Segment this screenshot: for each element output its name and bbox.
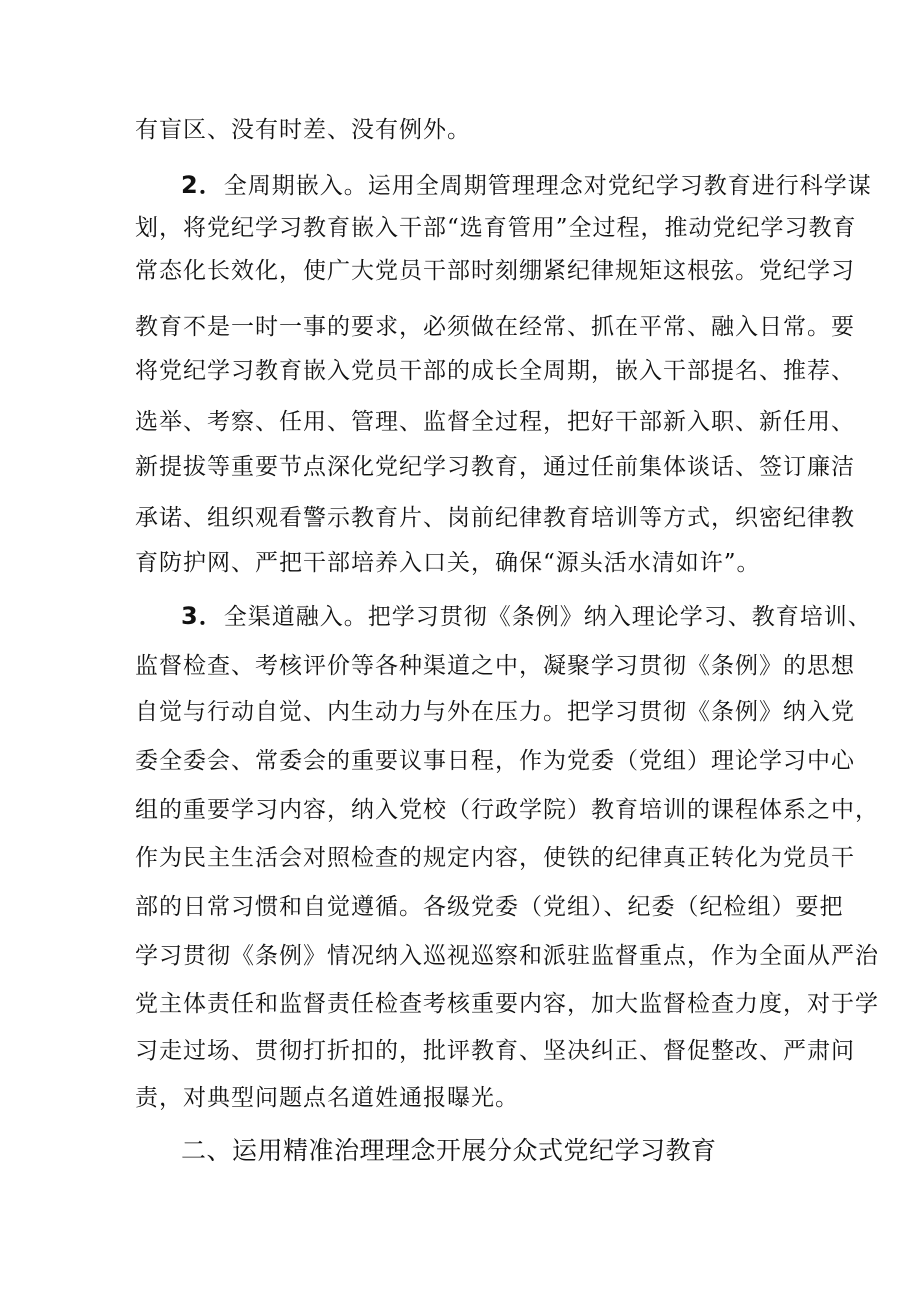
paragraph-line (181, 170, 872, 201)
paragraph-text: 全周期嵌入。运用全周期管理理念对党纪学习教育进行科学谋 (223, 173, 872, 199)
paragraph-line: 有盲区、没有时差、没有例外。 (135, 117, 471, 143)
paragraph-line: 将党纪学习教育嵌入党员干部的成长全周期，嵌入干部提名、推荐、 (135, 358, 855, 384)
paragraph-line: 选举、考察、任用、管理、监督全过程，把好干部新入职、新任用、 (135, 409, 855, 435)
section-heading: 二、运用精准治理理念开展分众式党纪学习教育 (181, 1136, 717, 1165)
paragraph-line: 部的日常习惯和自觉遵循。各级党委（党组）、纪委（纪检组）要把 (135, 894, 844, 920)
paragraph-line: 组的重要学习内容，纳入党校（行政学院）教育培训的课程体系之中， (135, 797, 879, 823)
paragraph-line: 教育不是一时一事的要求，必须做在经常、抓在平常、融入日常。要 (135, 314, 855, 340)
paragraph-line: 育防护网、严把干部培养入口关，确保“源头活水清如许”。 (135, 550, 761, 576)
paragraph-line: 习走过场、贯彻打折扣的，批评教育、坚决纠正、督促整改、严肃问 (135, 1038, 855, 1064)
paragraph-line: 监督检查、考核评价等各种渠道之中，凝聚学习贯彻《条例》的思想 (135, 653, 855, 679)
paragraph-line: 党主体责任和监督责任检查考核重要内容，加大监督检查力度，对于学 (135, 991, 879, 1017)
paragraph-line: 承诺、组织观看警示教育片、岗前纪律教育培训等方式，织密纪律教 (135, 505, 855, 531)
paragraph-line: 常态化长效化，使广大党员干部时刻绷紧纪律规矩这根弦。党纪学习 (135, 258, 855, 284)
paragraph-text: 全渠道融入。把学习贯彻《条例》纳入理论学习、教育培训、 (223, 604, 872, 630)
paragraph-line: 作为民主生活会对照检查的规定内容，使铁的纪律真正转化为党员干 (135, 845, 855, 871)
paragraph-line: 学习贯彻《条例》情况纳入巡视巡察和派驻监督重点，作为全面从严治 (135, 943, 879, 969)
paragraph-line: 自觉与行动自觉、内生动力与外在压力。把学习贯彻《条例》纳入党 (135, 699, 855, 725)
item-number: 2． (181, 171, 224, 199)
paragraph-line (181, 601, 872, 632)
paragraph-line: 委全委会、常委会的重要议事日程，作为党委（党组）理论学习中心 (135, 748, 855, 774)
paragraph-line: 划，将党纪学习教育嵌入干部“选育管用”全过程，推动党纪学习教育 (135, 215, 857, 241)
paragraph-line: 责，对典型问题点名道姓通报曝光。 (135, 1085, 519, 1111)
paragraph-line: 新提拔等重要节点深化党纪学习教育，通过任前集体谈话、签订廉洁 (135, 454, 855, 480)
item-number: 3． (181, 602, 224, 630)
